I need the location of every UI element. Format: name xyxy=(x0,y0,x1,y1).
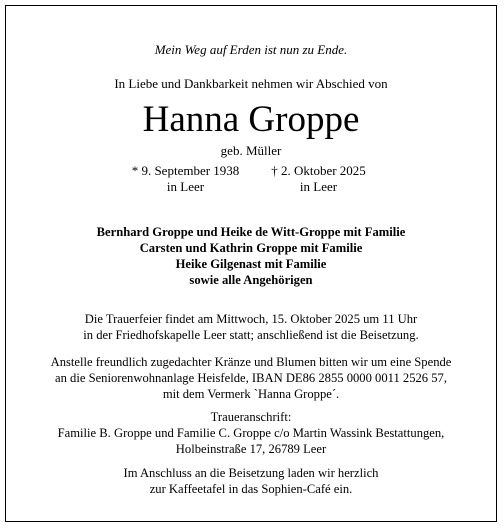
deceased-name: Hanna Groppe xyxy=(142,99,360,140)
mourners-list xyxy=(6,224,496,288)
intro-line: In Liebe und Dankbarkeit nehmen wir Abschied von xyxy=(114,76,388,91)
donation-line: an die Seniorenwohnanlage Heisfelde, IBAN DE86 2855 0000 0011 2526 57, xyxy=(55,371,447,385)
coffee-line: zur Kaffeetafel in das Sophien-Café ein. xyxy=(149,482,353,496)
birth-name: geb. Müller xyxy=(220,143,282,158)
obituary-card xyxy=(5,5,497,522)
donation-line: mit dem Vermerk `Hanna Groppe´. xyxy=(162,387,340,401)
coffee-invitation xyxy=(6,465,496,497)
death-date: † 2. Oktober 2025 xyxy=(271,163,366,178)
donation-request xyxy=(6,354,496,402)
address-line: Familie B. Groppe und Familie C. Groppe c/o Martin Wassink Bestattungen, xyxy=(57,426,445,440)
birth-date: * 9. September 1938 xyxy=(131,163,240,178)
mourner-line: Heike Gilgenast mit Familie xyxy=(175,257,327,271)
mourner-line: sowie alle Angehörigen xyxy=(189,273,313,287)
mourner-line: Carsten und Kathrin Groppe mit Familie xyxy=(139,241,363,255)
death-place: in Leer xyxy=(299,179,338,194)
address-line: Traueranschrift: xyxy=(210,410,292,424)
service-line: in der Friedhofskapelle Leer statt; anschließend ist die Beisetzung. xyxy=(83,328,419,342)
coffee-line: Im Anschluss an die Beisetzung laden wir herzlich xyxy=(123,466,379,480)
birth-place: in Leer xyxy=(166,179,205,194)
motto: Mein Weg auf Erden ist nun zu Ende. xyxy=(154,42,348,57)
address-line: Holbeinstraße 17, 26789 Leer xyxy=(175,442,327,456)
donation-line: Anstelle freundlich zugedachter Kränze und Blumen bitten wir um eine Spende xyxy=(50,355,452,369)
birth-info xyxy=(128,163,243,195)
service-line: Die Trauerfeier findet am Mittwoch, 15. Oktober 2025 um 11 Uhr xyxy=(84,312,418,326)
mourning-address xyxy=(6,409,496,457)
mourner-line: Bernhard Groppe und Heike de Witt-Groppe mit Familie xyxy=(96,225,406,239)
funeral-service-info xyxy=(6,311,496,343)
death-info xyxy=(261,163,376,195)
